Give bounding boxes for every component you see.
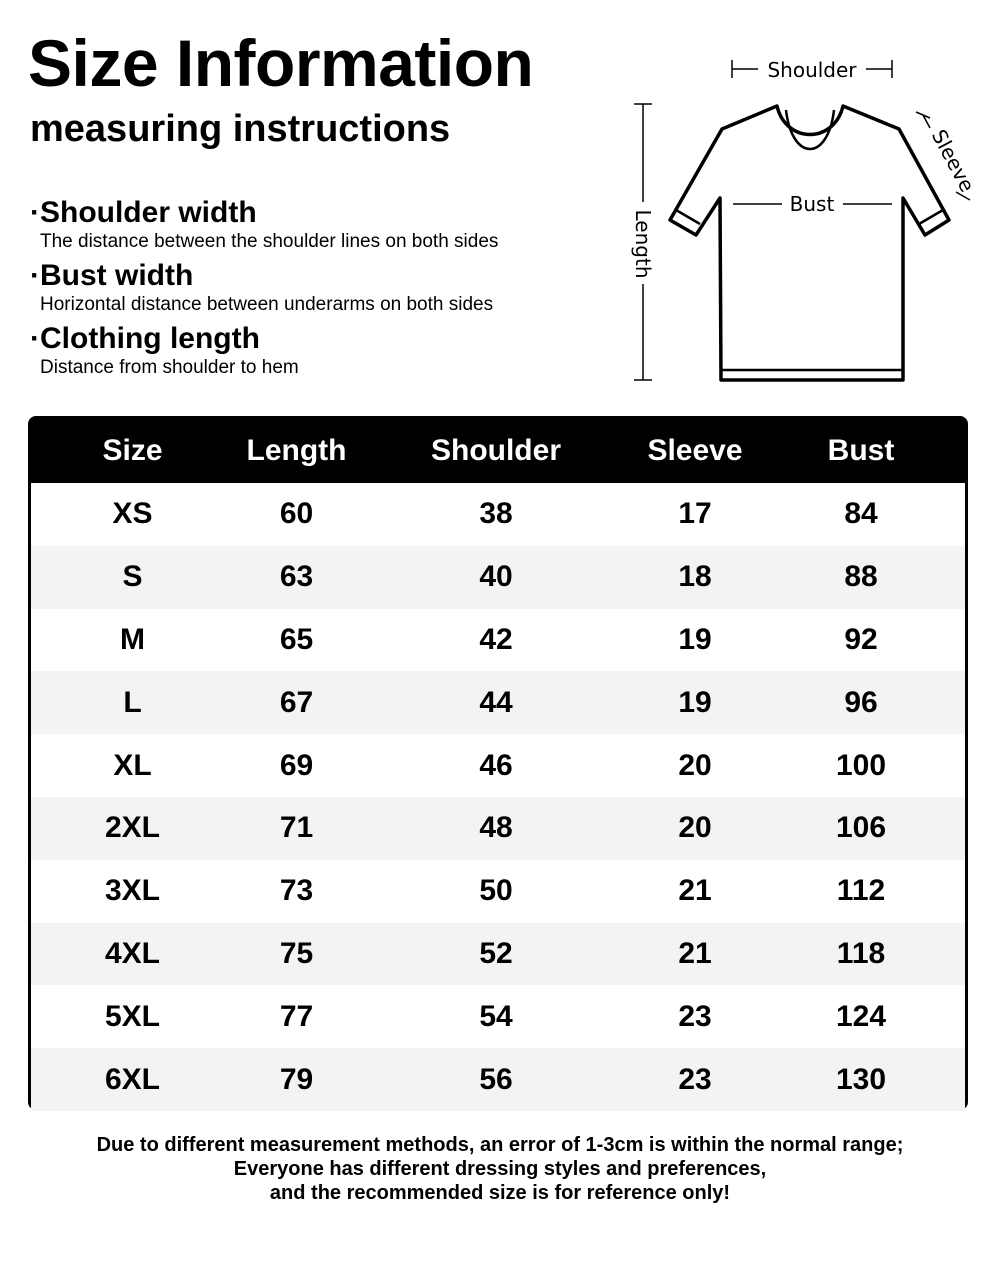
instruction-desc: The distance between the shoulder lines on both sides <box>40 231 499 252</box>
tshirt-diagram <box>620 52 980 392</box>
tshirt-outline-icon <box>670 106 949 380</box>
cell-shoulder: 40 <box>479 560 513 594</box>
cell-length: 71 <box>279 811 314 845</box>
shoulder-label: Shoulder <box>767 58 857 82</box>
cell-length: 77 <box>279 999 314 1033</box>
cell-bust: 106 <box>835 811 887 845</box>
cell-sleeve: 23 <box>678 999 712 1033</box>
cell-length: 79 <box>279 1062 314 1096</box>
table-row <box>31 923 965 986</box>
header-sleeve: Sleeve <box>647 434 743 467</box>
cell-length: 69 <box>279 748 314 782</box>
cell-size: XL <box>113 748 152 782</box>
cell-length: 63 <box>279 560 314 594</box>
instruction-name: ·Bust width <box>30 259 194 292</box>
cell-shoulder: 48 <box>479 811 513 845</box>
table-row <box>31 985 965 1048</box>
cell-size: 4XL <box>104 936 161 970</box>
cell-size: M <box>120 622 145 656</box>
table-row <box>31 609 965 672</box>
instruction-desc: Horizontal distance between underarms on both sides <box>40 294 494 315</box>
cell-sleeve: 18 <box>678 560 712 594</box>
cell-sleeve: 23 <box>678 1062 712 1096</box>
cell-shoulder: 56 <box>479 1062 513 1096</box>
cell-shoulder: 54 <box>479 999 513 1033</box>
cell-size: 3XL <box>104 874 161 908</box>
table-row <box>31 797 965 860</box>
cell-length: 60 <box>279 497 314 531</box>
instruction-bust <box>30 261 493 315</box>
cell-bust: 88 <box>844 560 878 594</box>
cell-length: 67 <box>279 685 314 719</box>
cell-shoulder: 50 <box>479 874 513 908</box>
table-row <box>31 546 965 609</box>
cell-bust: 92 <box>844 622 878 656</box>
cell-shoulder: 42 <box>479 622 513 656</box>
cell-shoulder: 38 <box>479 497 513 531</box>
cell-shoulder: 46 <box>479 748 513 782</box>
cell-length: 75 <box>279 936 314 970</box>
footer-note <box>0 1133 1000 1205</box>
header-length: Length <box>246 434 347 467</box>
cell-sleeve: 17 <box>678 497 712 531</box>
cell-bust: 100 <box>835 748 887 782</box>
length-label: Length <box>631 209 655 279</box>
cell-sleeve: 20 <box>678 811 712 845</box>
cell-sleeve: 21 <box>678 874 712 908</box>
cell-bust: 130 <box>835 1062 887 1096</box>
cell-size: 2XL <box>104 811 161 845</box>
instruction-shoulder <box>30 198 498 252</box>
cell-size: 5XL <box>104 999 161 1033</box>
footer-line: Everyone has different dressing styles and preferences, <box>233 1158 767 1180</box>
cell-shoulder: 44 <box>479 685 513 719</box>
cell-size: XS <box>112 497 153 531</box>
cell-length: 65 <box>279 622 314 656</box>
table-row <box>31 671 965 734</box>
table-header-row <box>31 419 965 483</box>
cell-sleeve: 20 <box>678 748 712 782</box>
cell-sleeve: 21 <box>678 936 712 970</box>
table-row <box>31 860 965 923</box>
cell-sleeve: 19 <box>678 622 712 656</box>
instruction-name: ·Shoulder width <box>30 196 257 229</box>
footer-line: and the recommended size is for reference only! <box>269 1182 731 1204</box>
header-size: Size <box>102 434 163 467</box>
footer-line: Due to different measurement methods, an error of 1-3cm is within the normal range; <box>96 1134 904 1156</box>
bust-label: Bust <box>789 192 835 216</box>
cell-bust: 84 <box>844 497 878 531</box>
cell-bust: 118 <box>836 936 886 970</box>
header-shoulder: Shoulder <box>430 434 561 467</box>
table-row <box>31 483 965 546</box>
cell-length: 73 <box>279 874 314 908</box>
header-bust: Bust <box>827 434 895 467</box>
cell-bust: 124 <box>835 999 887 1033</box>
size-table <box>28 416 968 1110</box>
instruction-length <box>30 324 299 378</box>
cell-bust: 96 <box>844 685 878 719</box>
table-row <box>31 734 965 797</box>
table-row <box>31 1048 965 1111</box>
cell-size: L <box>123 685 142 719</box>
page-title: Size Information <box>28 26 534 100</box>
sleeve-label: Sleeve <box>926 125 980 196</box>
cell-size: 6XL <box>104 1062 161 1096</box>
page-subtitle: measuring instructions <box>30 108 451 150</box>
cell-size: S <box>122 560 143 594</box>
cell-bust: 112 <box>836 874 886 908</box>
cell-shoulder: 52 <box>479 936 513 970</box>
instruction-desc: Distance from shoulder to hem <box>40 357 299 378</box>
instruction-name: ·Clothing length <box>30 322 260 355</box>
cell-sleeve: 19 <box>678 685 712 719</box>
